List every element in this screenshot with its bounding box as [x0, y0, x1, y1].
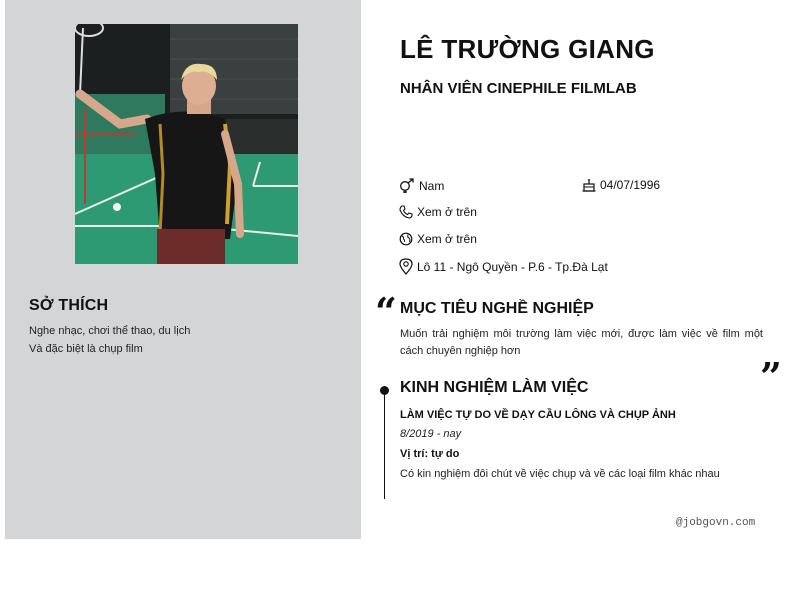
profile-photo [75, 24, 298, 264]
job-period: 8/2019 - nay [400, 428, 462, 440]
gender-icon [399, 178, 415, 193]
quote-open-icon: “ [375, 289, 397, 334]
phone-icon [399, 205, 413, 219]
watermark: @jobgovn.com [676, 517, 756, 529]
gender-value: Nam [419, 178, 445, 193]
website-info [399, 232, 477, 246]
birthday-value: 04/07/1996 [600, 178, 661, 192]
candidate-role: NHÂN VIÊN CINEPHILE FILMLAB [400, 80, 637, 97]
website-value: Xem ở trên [417, 232, 477, 246]
timeline-line [384, 386, 385, 499]
objective-title: MỤC TIÊU NGHỀ NGHIỆP [400, 300, 594, 317]
job-description: Có kin nghiệm đôi chút về việc chụp và về các loại film khác nhau [400, 468, 720, 480]
candidate-name: LÊ TRƯỜNG GIANG [400, 34, 655, 64]
hobbies-line: Nghe nhạc, chơi thể thao, du lịch [29, 325, 191, 337]
location-pin-icon [399, 258, 413, 275]
address-value: Lô 11 - Ngô Quyền - P.6 - Tp.Đà Lạt [417, 259, 608, 274]
phone-value: Xem ở trên [417, 205, 477, 219]
phone-info [399, 205, 477, 219]
job-title: LÀM VIỆC TỰ DO VỀ DẠY CẦU LÔNG VÀ CHỤP ẢNH [400, 409, 676, 421]
hobbies-title: SỞ THÍCH [29, 297, 109, 314]
hobbies-line: Và đặc biệt là chụp film [29, 343, 143, 355]
timeline-dot [380, 386, 389, 395]
quote-close-icon: ” [760, 354, 782, 399]
job-position: Vị trí: tự do [400, 448, 460, 460]
experience-title: KINH NGHIỆM LÀM VIỆC [400, 379, 589, 396]
address-info [399, 258, 608, 275]
objective-text: Muốn trải nghiệm môi trường làm việc mới, được làm việc về film một cách chuyên nghiệp hơn [400, 328, 763, 357]
birthday-info [582, 178, 660, 192]
gender-info [399, 178, 444, 193]
globe-icon [399, 232, 413, 246]
birthday-cake-icon [582, 178, 596, 192]
